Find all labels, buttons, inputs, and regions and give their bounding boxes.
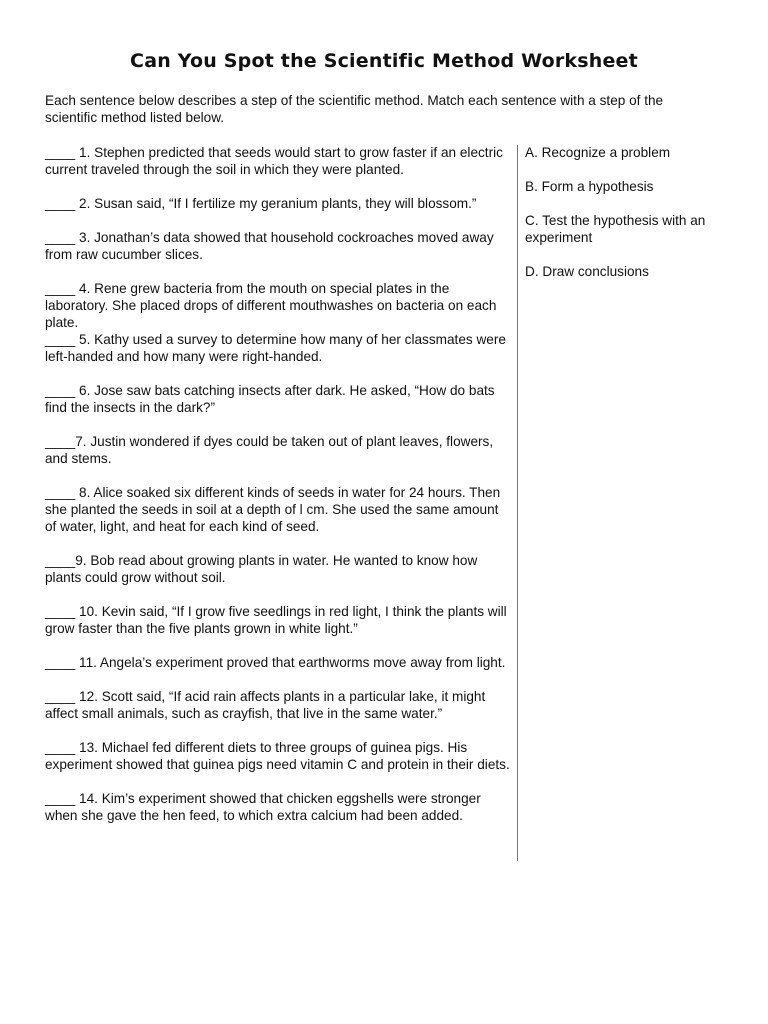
question-item: ____ 11. Angela’s experiment proved that earthworms move away from light.	[45, 655, 506, 670]
step-option-a: A. Recognize a problem	[525, 145, 671, 160]
question-item: ____ 3. Jonathan’s data showed that household cockroaches moved away from raw cucumber slices.	[45, 230, 494, 262]
question-item: ____ 4. Rene grew bacteria from the mouth on special plates in the laboratory. She placed drops of different mouthwashes on bacteria on each plate.	[45, 281, 497, 330]
question-item: ____7. Justin wondered if dyes could be taken out of plant leaves, flowers, and stems.	[45, 434, 494, 466]
question-item: ____ 10. Kevin said, “If I grow five seedlings in red light, I think the plants will grow faster than the five plants grown in white light.”	[45, 604, 507, 636]
question-item: ____9. Bob read about growing plants in water. He wanted to know how plants could grow without soil.	[45, 553, 478, 585]
step-option-b: B. Form a hypothesis	[525, 179, 654, 194]
question-item: ____ 5. Kathy used a survey to determine how many of her classmates were left-handed and how many were right-handed.	[45, 332, 506, 364]
question-item: ____ 12. Scott said, “If acid rain affects plants in a particular lake, it might affect small animals, such as crayfish, that live in the same water.”	[45, 689, 486, 721]
question-item: ____ 8. Alice soaked six different kinds of seeds in water for 24 hours. Then she planted the seeds in soil at a depth of l cm. She used the same amount of water, light, and heat for each kind of seed.	[45, 485, 501, 534]
column-divider	[517, 145, 518, 861]
worksheet-title: Can You Spot the Scientific Method Worksheet	[130, 50, 638, 72]
question-item: ____ 13. Michael fed different diets to three groups of guinea pigs. His experiment showed that guinea pigs need vitamin C and protein in their diets.	[45, 740, 510, 772]
instructions: Each sentence below describes a step of the scientific method. Match each sentence with a step of the scientific method listed below.	[45, 93, 664, 125]
question-item: ____ 14. Kim’s experiment showed that chicken eggshells were stronger when she gave the hen feed, to which extra calcium had been added.	[45, 791, 481, 823]
question-item: ____ 2. Susan said, “If I fertilize my geranium plants, they will blossom.”	[45, 196, 477, 211]
question-item: ____ 6. Jose saw bats catching insects after dark. He asked, “How do bats find the insects in the dark?”	[45, 383, 495, 415]
step-option-d: D. Draw conclusions	[525, 264, 649, 279]
question-list	[45, 144, 513, 841]
question-item: ____ 1. Stephen predicted that seeds would start to grow faster if an electric current traveled through the soil in which they were planted.	[45, 145, 503, 177]
method-steps-list	[525, 144, 735, 297]
step-option-c: C. Test the hypothesis with an experiment	[525, 213, 706, 245]
